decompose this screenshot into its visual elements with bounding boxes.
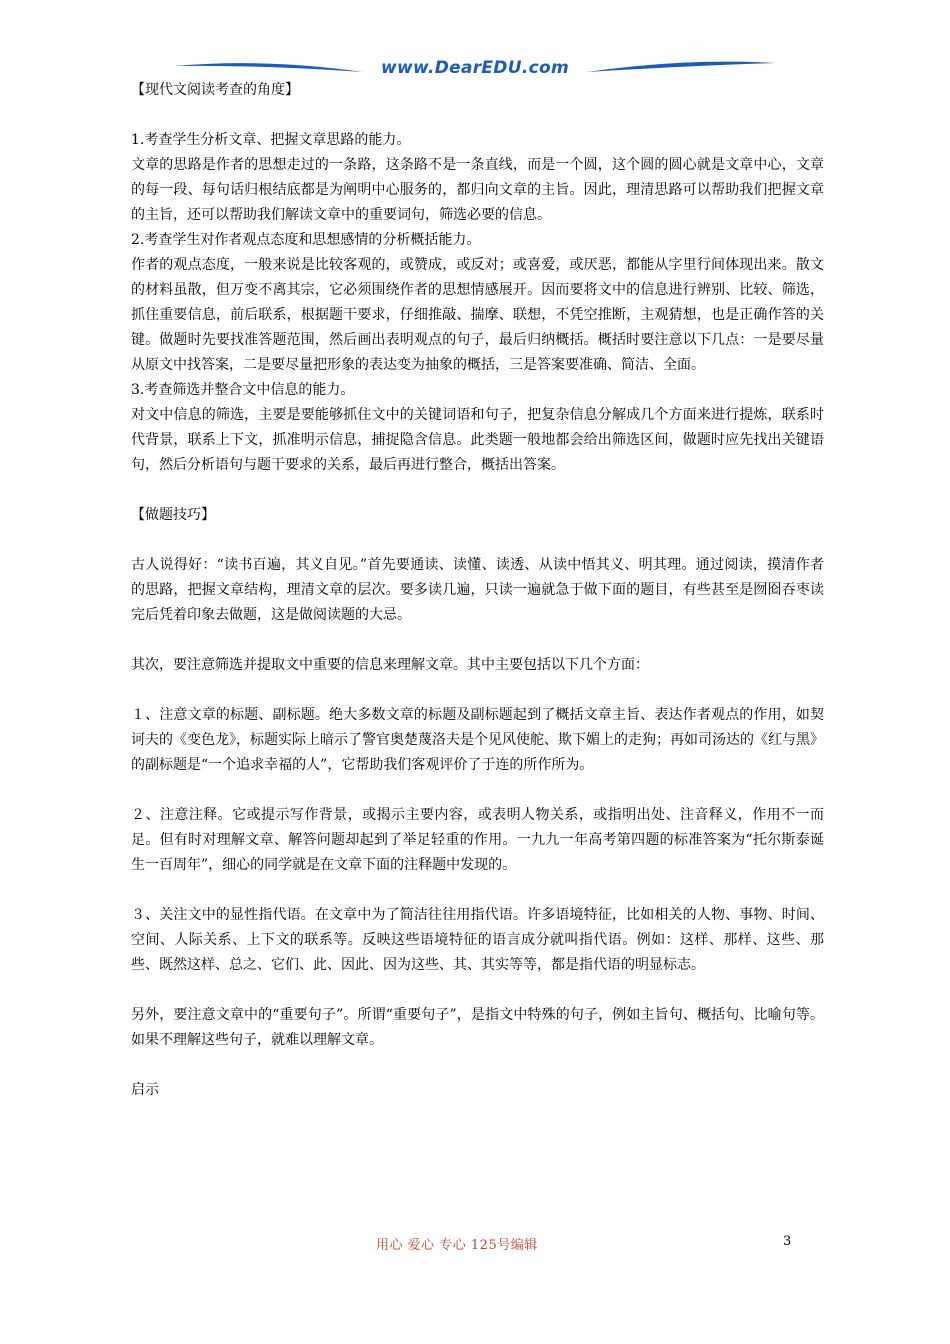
- item-heading: 3.考查筛选并整合文中信息的能力。: [131, 382, 355, 398]
- item-heading: 1.考查学生分析文章、把握文章思路的能力。: [131, 132, 411, 148]
- footer-text: 用心 爱心 专心 125号编辑: [376, 1238, 538, 1253]
- paragraph: 另外，要注意文章中的“重要句子”。所谓“重要句子”，是指文中特殊的句子，例如主旨句、概括句、比喻句等。如果不理解这些句子，就难以理解文章。: [131, 1007, 824, 1048]
- paragraph: １、注意文章的标题、副标题。绝大多数文章的标题及副标题起到了概括文章主旨、表达作者观点的作用，如契诃夫的《变色龙》，标题实际上暗示了警官奥楚蔑洛夫是个见风使舵、欺下媚上的走狗；再如司汤达的《红与黑》的副标题是“一个追求幸福的人”，它帮助我们客观评价了于连的所作所为。: [131, 707, 824, 773]
- paragraph: 启示: [131, 1082, 159, 1098]
- paragraph: 古人说得好：“读书百遍，其义自见。”首先要通读、读懂、读透、从读中悟其义、明其理。通过阅读，摸清作者的思路，把握文章结构，理清文章的层次。要多读几遍，只读一遍就急于做下面的题目，有些甚至是囫囵吞枣读完后凭着印象去做题，这是做阅读题的大忌。: [131, 557, 824, 623]
- section-title: 【现代文阅读考查的角度】: [131, 82, 299, 98]
- document-body: [131, 78, 824, 1103]
- item-body: 作者的观点态度，一般来说是比较客观的，或赞成，或反对；或喜爱，或厌恶，都能从字里行间体现出来。散文的材料虽散，但万变不离其宗，它必须围绕作者的思想情感展开。因而要将文中的信息进行辨别、比较、筛选，抓住重要信息，前后联系，根据题干要求，仔细推敲、揣摩、联想，不凭空推断，主观猜想，也是正确作答的关键。做题时先要找准答题范围，然后画出表明观点的句子，最后归纳概括。概括时要注意以下几点：一是要尽量从原文中找答案，二是要尽量把形象的表达变为抽象的概括，三是答案要准确、简洁、全面。: [131, 257, 824, 373]
- item-body: 文章的思路是作者的思想走过的一条路，这条路不是一条直线，而是一个圆，这个圆的圆心就是文章中心，文章的每一段、每句话归根结底都是为阐明中心服务的，都归向文章的主旨。因此，理清思路可以帮助我们把握文章的主旨，还可以帮助我们解读文章中的重要词句，筛选必要的信息。: [131, 157, 824, 223]
- header-url: www.DearEDU.com: [381, 58, 569, 78]
- page-footer: [0, 1234, 950, 1254]
- item-body: 对文中信息的筛选，主要是要能够抓住文中的关键词语和句子，把复杂信息分解成几个方面来进行提炼，联系时代背景，联系上下文，抓准明示信息，捕捉隐含信息。此类题一般地都会给出筛选区间，做题时应先找出关键语句，然后分析语句与题干要求的关系，最后再进行整合，概括出答案。: [131, 407, 824, 473]
- paragraph: ３、关注文中的显性指代语。在文章中为了简洁往往用指代语。许多语境特征，比如相关的人物、事物、时间、空间、人际关系、上下文的联系等。反映这些语境特征的语言成分就叫指代语。例如：这样、那样、这些、那些、既然这样、总之、它们、此、因此、因为这些、其、其实等等，都是指代语的明显标志。: [131, 907, 824, 973]
- section-title: 【做题技巧】: [131, 507, 215, 523]
- paragraph: ２、注意注释。它或提示写作背景，或揭示主要内容，或表明人物关系，或指明出处、注音释义，作用不一而足。但有时对理解文章、解答问题却起到了举足轻重的作用。一九九一年高考第四题的标准答案为“托尔斯泰诞生一百周年”，细心的同学就是在文章下面的注释题中发现的。: [131, 807, 824, 873]
- page-number: 3: [783, 1234, 792, 1249]
- item-heading: 2.考查学生对作者观点态度和思想感情的分析概括能力。: [131, 232, 481, 248]
- paragraph: 其次，要注意筛选并提取文中重要的信息来理解文章。其中主要包括以下几个方面：: [131, 657, 649, 673]
